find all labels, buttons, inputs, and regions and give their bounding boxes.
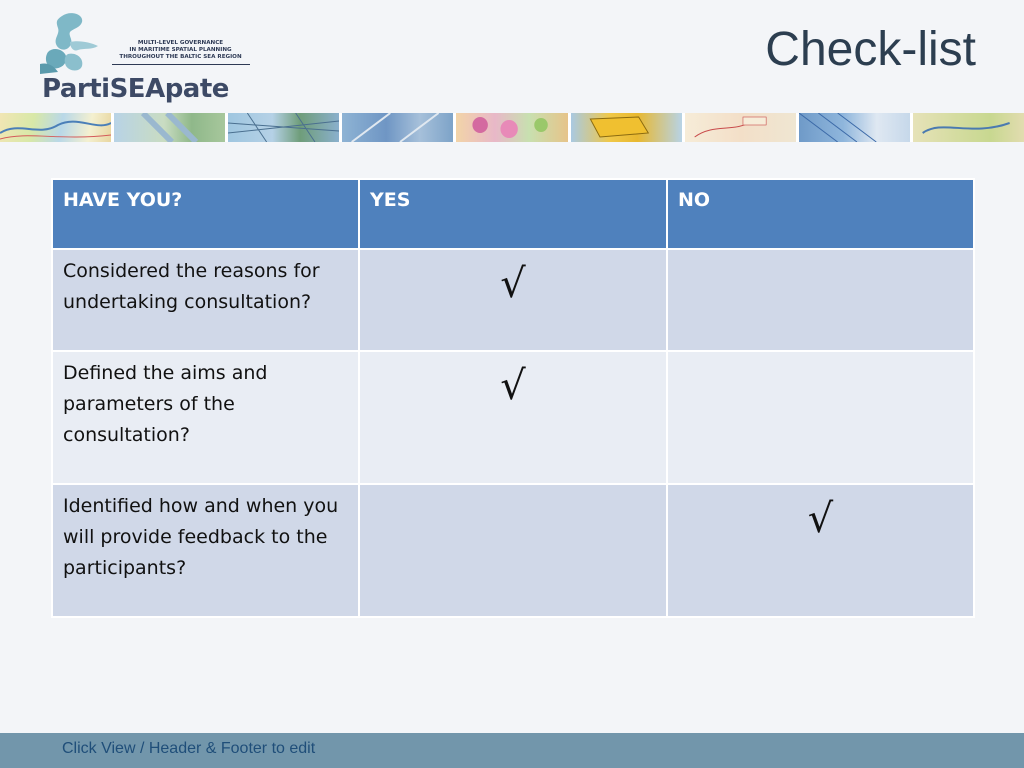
slide-title: Check-list — [765, 23, 976, 76]
yes-cell: √ — [359, 351, 667, 484]
logo-tagline-line: MULTI-LEVEL GOVERNANCE — [137, 40, 224, 46]
footer-text: Click View / Header & Footer to edit — [62, 740, 316, 757]
table-row — [52, 351, 974, 484]
map-thumbnail — [342, 113, 453, 142]
logo-word-part: Parti — [42, 74, 110, 104]
footer-bar — [0, 733, 1024, 768]
table-row — [52, 249, 974, 351]
logo-rule — [112, 64, 250, 65]
no-cell: √ — [667, 484, 974, 617]
map-thumbnail — [685, 113, 796, 142]
partiseapate-logo — [40, 12, 242, 107]
logo-word-part: pate — [164, 74, 229, 104]
question-cell: Identified how and when you will provide feedback to the participants? — [52, 484, 359, 617]
no-cell — [667, 351, 974, 484]
logo-wordmark — [42, 74, 229, 104]
column-header-no: NO — [667, 179, 974, 249]
map-thumbnail — [114, 113, 225, 142]
column-header-have-you: HAVE YOU? — [52, 179, 359, 249]
map-thumbnail — [799, 113, 910, 142]
logo-word-part: SEA — [109, 74, 165, 104]
question-cell: Defined the aims and parameters of the consultation? — [52, 351, 359, 484]
question-cell: Considered the reasons for undertaking consultation? — [52, 249, 359, 351]
logo-tagline-line: THROUGHOUT THE BALTIC SEA REGION — [119, 54, 242, 60]
no-cell — [667, 249, 974, 351]
baltic-sea-figure-icon — [40, 12, 110, 74]
map-thumbnail — [913, 113, 1024, 142]
logo-tagline-line: IN MARITIME SPATIAL PLANNING — [129, 47, 232, 53]
map-thumbnail — [0, 113, 111, 142]
yes-cell — [359, 484, 667, 617]
table-header-row — [52, 179, 974, 249]
table-row — [52, 484, 974, 617]
map-thumbnail — [571, 113, 682, 142]
logo-tagline — [108, 40, 253, 61]
map-thumbnail — [228, 113, 339, 142]
map-strip — [0, 113, 1024, 142]
map-thumbnail — [456, 113, 567, 142]
yes-cell: √ — [359, 249, 667, 351]
column-header-yes: YES — [359, 179, 667, 249]
checklist-table — [51, 178, 975, 618]
